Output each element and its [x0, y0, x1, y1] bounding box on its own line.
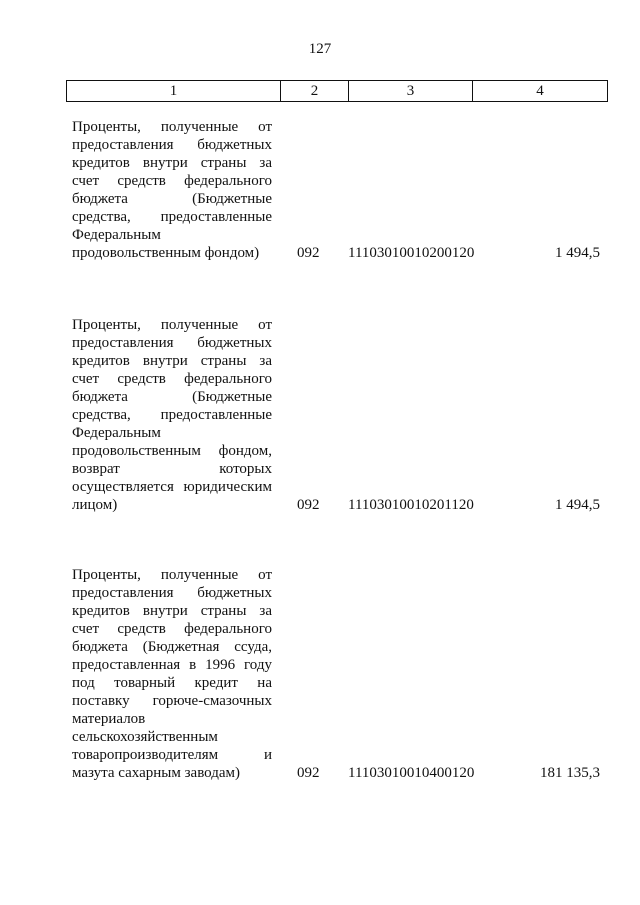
description-line: бюджета (Бюджетная ссуда,: [72, 639, 272, 655]
description-line: Федеральным: [72, 425, 161, 441]
amount: 1 494,5: [555, 245, 600, 261]
table-header: [66, 80, 608, 102]
description-line: Проценты, полученные от: [72, 567, 272, 583]
description-line: мазута сахарным заводам): [72, 765, 241, 781]
description-line: продовольственным фондом): [72, 245, 260, 261]
column-header-3: 3: [349, 81, 473, 101]
amount: 181 135,3: [540, 765, 600, 781]
description-line: кредитов внутри страны за: [72, 353, 272, 369]
description-line: предоставления бюджетных: [72, 585, 272, 601]
column-header-2: 2: [281, 81, 349, 101]
description-line: Проценты, полученные от: [72, 119, 272, 135]
description-line: предоставленная в 1996 году: [72, 657, 272, 673]
description-line: средства, предоставленные: [72, 407, 272, 423]
description-line: возврат которых: [72, 461, 272, 477]
description-line: Федеральным: [72, 227, 161, 243]
admin-code: 092: [297, 497, 320, 513]
description-line: бюджета (Бюджетные: [72, 191, 272, 207]
description-line: счет средств федерального: [72, 371, 272, 387]
row-description: [72, 566, 272, 782]
description-line: счет средств федерального: [72, 621, 272, 637]
page-number: 127: [308, 41, 332, 57]
description-line: бюджета (Бюджетные: [72, 389, 272, 405]
description-line: предоставления бюджетных: [72, 335, 272, 351]
kbk-code: 11103010010201120: [348, 497, 474, 513]
column-header-1: 1: [67, 81, 281, 101]
description-line: кредитов внутри страны за: [72, 155, 272, 171]
description-line: кредитов внутри страны за: [72, 603, 272, 619]
row-description: [72, 118, 272, 262]
admin-code: 092: [297, 765, 320, 781]
kbk-code: 11103010010200120: [348, 245, 475, 261]
amount: 1 494,5: [555, 497, 600, 513]
description-line: поставку горюче-смазочных: [72, 693, 272, 709]
description-line: осуществляется юридическим: [72, 479, 272, 495]
description-line: товаропроизводителям и: [72, 747, 272, 763]
description-line: счет средств федерального: [72, 173, 272, 189]
column-header-4: 4: [536, 83, 544, 99]
description-line: материалов: [72, 711, 146, 727]
description-line: под товарный кредит на: [72, 675, 272, 691]
description-line: средства, предоставленные: [72, 209, 272, 225]
description-line: предоставления бюджетных: [72, 137, 272, 153]
description-line: сельскохозяйственным: [72, 729, 218, 745]
description-line: Проценты, полученные от: [72, 317, 272, 333]
kbk-code: 11103010010400120: [348, 765, 475, 781]
row-description: [72, 316, 272, 514]
description-line: лицом): [72, 497, 118, 513]
admin-code: 092: [297, 245, 320, 261]
description-line: продовольственным фондом,: [72, 443, 272, 459]
